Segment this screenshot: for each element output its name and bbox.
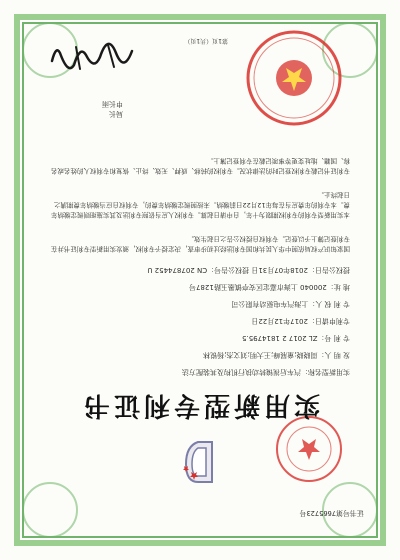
handwritten-signature [48,39,138,79]
certificate-serial: 证书号第7665723号 [299,509,364,517]
field-grant-date: 授权公告日：2018年07月31日 授权公告号：CN 207874452 U [147,266,350,274]
field-address: 地 址：200040 上海市嘉定区安亭镇墨玉路1287号 [189,283,350,291]
field-inventors: 发 明 人：周晓晓;童展峰;王大明;刘文杰;杨锐林 [203,351,350,359]
signatory-name: 申长雨 [102,100,123,108]
paragraph-grant: 国家知识产权局依照中华人民共和国专利法经过初步审查，决定授予专利权，颁发实用新型专利证书并在专利登记簿上予以登记。专利权自授权公告之日起生效。 [51,235,350,253]
patent-office-emblem [180,438,218,486]
field-patent-number: 专 利 号：ZL 2017 2 1814795.5 [242,334,350,342]
certificate-title: 实用新型专利证书 [80,390,321,420]
field-application-date: 专利申请日：2017年12月22日 [251,317,350,325]
signatory-title: 局长 [109,110,123,118]
certificate-content-rotated [32,36,368,524]
paragraph-legal-status: 专利证书记载专利权登记时的法律状况。专利权的转移、质押、无效、终止、恢复和专利权人的姓名或名称、国籍、地址变更等事项记载在专利登记簿上。 [51,157,350,175]
official-seal-stamp [244,28,344,128]
signatory-block [102,99,123,119]
field-patentee: 专 利 权 人：上海汽车电驱动有限公司 [231,300,350,308]
paragraph-term: 本实用新型专利的专利权期限为十年，自申请日起算。专利权人应当依照专利法及其实施细则规定缴纳年费。本专利的年费应当在每年12月22日前缴纳。未按照规定缴纳年费的，专利权自应当缴纳年费期满之日起终止。 [51,191,350,219]
page-number: 第1页（共1页） [184,37,228,44]
field-invention-name: 实用新型名称：汽车后视镜转动执行机构及其装配方法 [182,368,350,376]
